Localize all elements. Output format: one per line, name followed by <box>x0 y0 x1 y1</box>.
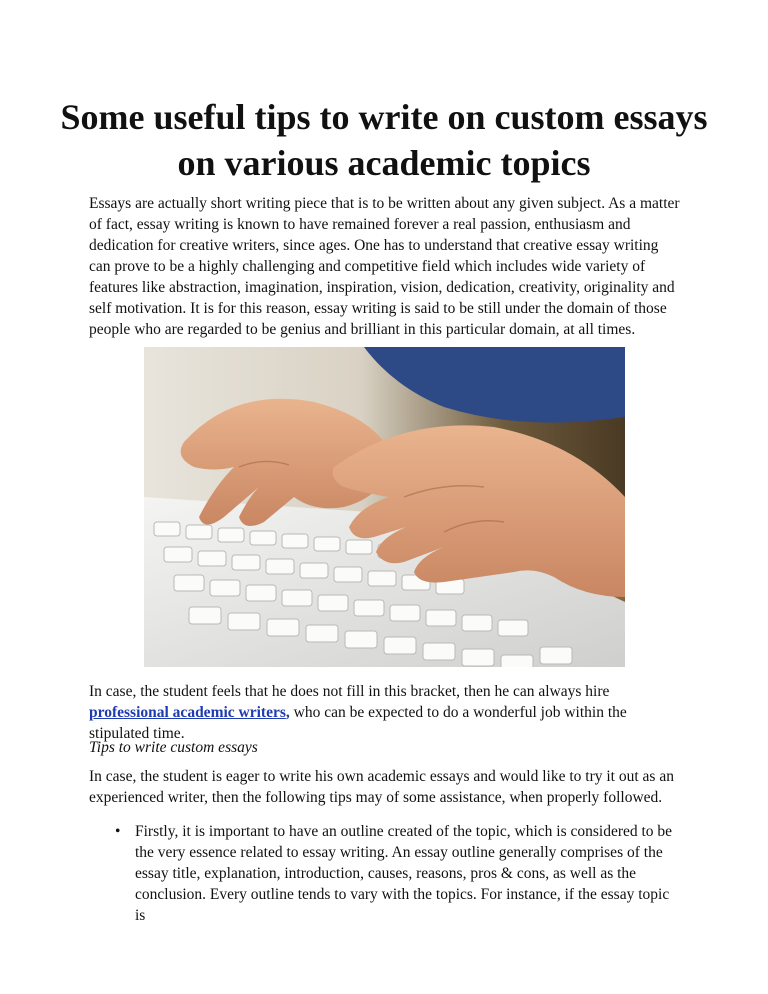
hire-writers-paragraph <box>89 681 681 744</box>
hire-text-after: who can be expected to do a wonderful job within the stipulated time. <box>89 704 627 742</box>
tips-heading: Tips to write custom essays <box>89 739 258 756</box>
intro-paragraph: Essays are actually short writing piece that is to be written about any given subject. As a matter of fact, essay writing is known to have remained forever a real passion, enthusiasm and dedication for creative writers, since ages. One has to understand that creative essay writing can prove to be a highly challenging and competitive field which includes wide variety of features like abstraction, imagination, inspiration, vision, dedication, creativity, originality and self motivation. It is for this reason, essay writing is said to be still under the domain of those people who are regarded to be genius and brilliant in this particular domain, at all times. <box>89 195 680 338</box>
bullet-text: Firstly, it is important to have an outline created of the topic, which is considered to be the very essence related to essay writing. An essay outline generally comprises of the essay title, explanation, introduction, causes, reasons, pros & cons, as well as the conclusion. Every outline tends to vary with the topics. For instance, if the essay topic is <box>135 823 673 924</box>
page-title: Some useful tips to write on custom essays on various academic topics <box>60 97 708 183</box>
photo-hands-typing-icon <box>144 347 625 667</box>
list-item <box>89 821 681 926</box>
bullet-icon: • <box>115 823 121 840</box>
hire-text-before: In case, the student feels that he does not fill in this bracket, then he can always hire <box>89 683 610 700</box>
tips-bullet-list <box>89 821 681 926</box>
keyboard-photo <box>144 347 625 667</box>
hire-link-comma: , <box>285 704 290 721</box>
tips-intro-paragraph: In case, the student is eager to write his own academic essays and would like to try it out as an experienced writer, then the following tips may of some assistance, when properly followed. <box>89 768 674 806</box>
professional-academic-writers-link[interactable]: professional academic writers <box>89 704 286 721</box>
